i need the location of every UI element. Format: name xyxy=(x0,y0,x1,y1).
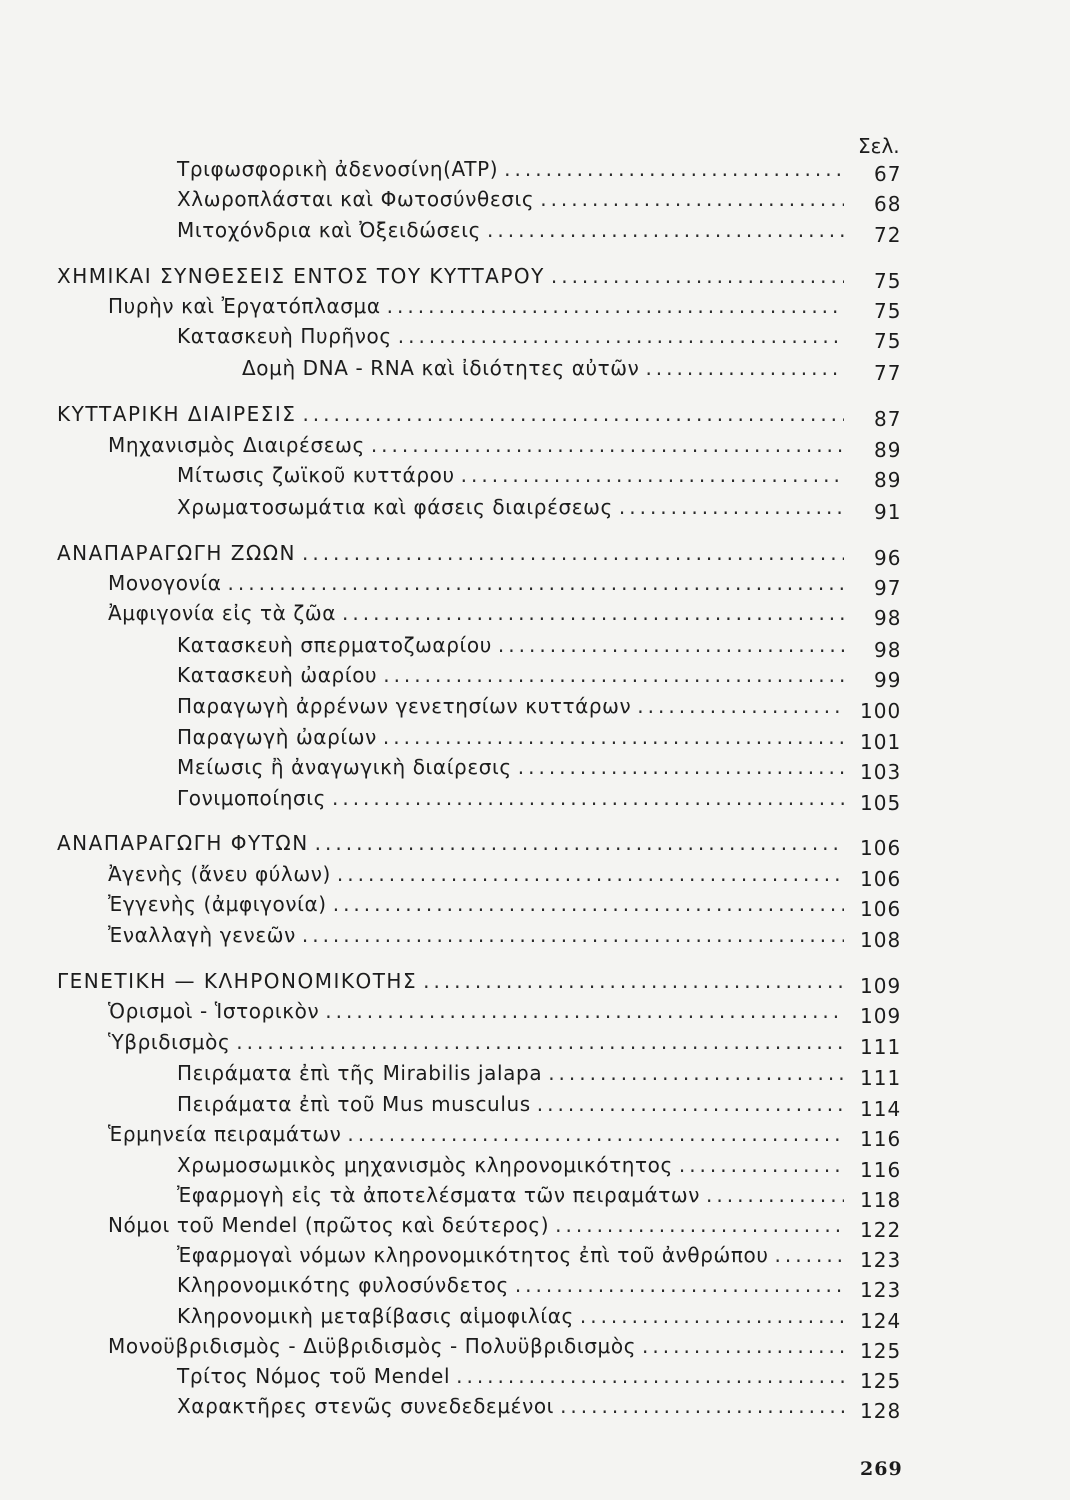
toc-entry xyxy=(108,433,850,459)
toc-entry-page: 75 xyxy=(874,269,902,293)
toc-entry-title: Τριφωσφορικὴ ἀδενοσίνη(ATP) xyxy=(177,157,499,181)
toc-entry-title: Κληρονομικὴ μεταβίβασις αἱμοφιλίας xyxy=(177,1304,574,1328)
toc-entry-title: Μηχανισμὸς Διαιρέσεως xyxy=(108,433,365,457)
toc-entry-title: Χρωματοσωμάτια καὶ φάσεις διαιρέσεως xyxy=(177,495,613,519)
toc-entry-page: 116 xyxy=(860,1158,902,1182)
dot-leader xyxy=(347,1122,844,1146)
toc-entry xyxy=(177,1061,850,1087)
toc-entry-page: 114 xyxy=(860,1097,902,1121)
dot-leader xyxy=(560,1394,844,1418)
toc-entry-page: 105 xyxy=(860,791,902,815)
toc-entry-page: 72 xyxy=(874,223,902,247)
toc-entry-title: Ἐναλλαγὴ γενεῶν xyxy=(108,923,296,947)
dot-leader xyxy=(637,694,844,718)
dot-leader xyxy=(537,1092,844,1116)
toc-entry-title: Μονογονία xyxy=(108,571,222,595)
dot-leader xyxy=(706,1183,844,1207)
toc-entry xyxy=(177,663,850,689)
dot-leader xyxy=(333,892,844,916)
dot-leader xyxy=(580,1304,844,1328)
dot-leader xyxy=(302,402,844,426)
toc-entry xyxy=(57,264,850,290)
toc-entry xyxy=(177,1364,850,1390)
toc-entry xyxy=(108,1334,850,1360)
toc-entry xyxy=(242,356,850,382)
toc-entry-title: Μονοϋβριδισμὸς - Διϋβριδισμὸς - Πολυϋβριδισμὸς xyxy=(108,1334,637,1358)
toc-entry-title: Ἀγενὴς (ἄνευ φύλων) xyxy=(108,862,331,886)
toc-entry xyxy=(57,969,850,995)
dot-leader xyxy=(518,755,844,779)
toc-entry xyxy=(177,495,850,521)
toc-entry xyxy=(108,1213,850,1239)
page-number: 269 xyxy=(860,1458,903,1480)
toc-entry-page: 91 xyxy=(874,500,902,524)
toc-entry xyxy=(177,694,850,720)
dot-leader xyxy=(504,157,844,181)
toc-entry-page: 98 xyxy=(874,638,902,662)
toc-entry-page: 96 xyxy=(874,546,902,570)
dot-leader xyxy=(548,1061,844,1085)
toc-entry-title: Ἑρμηνεία πειραμάτων xyxy=(108,1122,342,1146)
toc-entry-page: 87 xyxy=(874,407,902,431)
toc-entry xyxy=(108,601,850,627)
toc-entry-title: Νόμοι τοῦ Mendel (πρῶτος καὶ δεύτερος) xyxy=(108,1213,550,1237)
toc-entry-title: Πειράματα ἐπὶ τῆς Mirabilis jalapa xyxy=(177,1061,543,1085)
toc-entry-title: Ὁρισμοὶ - Ἱστορικὸν xyxy=(108,999,320,1023)
toc-entry-title: Χρωμοσωμικὸς μηχανισμὸς κληρονομικότητος xyxy=(177,1153,673,1177)
toc-entry xyxy=(108,999,850,1025)
toc-entry xyxy=(177,633,850,659)
toc-entry-title: ΚΥΤΤΑΡΙΚΗ ΔΙΑΙΡΕΣΙΣ xyxy=(57,402,297,426)
dot-leader xyxy=(383,725,844,749)
toc-entry xyxy=(177,463,850,489)
toc-entry-page: 124 xyxy=(860,1309,902,1333)
dot-leader xyxy=(332,786,844,810)
dot-leader xyxy=(302,923,844,947)
toc-entry xyxy=(177,1273,850,1299)
toc-entry-page: 89 xyxy=(874,438,902,462)
toc-entry-title: ΑΝΑΠΑΡΑΓΩΓΗ ΖΩΩΝ xyxy=(57,541,296,565)
dot-leader xyxy=(342,601,844,625)
toc-entry xyxy=(177,1153,850,1179)
toc-entry-title: Μιτοχόνδρια καὶ Ὀξειδώσεις xyxy=(177,218,481,242)
toc-entry-page: 122 xyxy=(860,1218,902,1242)
toc-entry-page: 125 xyxy=(860,1369,902,1393)
toc-entry-title: Ἐφαρμογαὶ νόμων κληρονομικότητος ἐπὶ τοῦ ἀνθρώπου xyxy=(177,1243,769,1267)
toc-entry-title: Ἀμφιγονία εἰς τὰ ζῶα xyxy=(108,601,336,625)
toc-entry-title: Κατασκευὴ σπερματοζωαρίου xyxy=(177,633,492,657)
toc-entry xyxy=(57,541,850,567)
toc-entry xyxy=(108,892,850,918)
toc-entry-title: Μίτωσις ζωϊκοῦ κυττάρου xyxy=(177,463,455,487)
toc-entry-page: 97 xyxy=(874,576,902,600)
dot-leader xyxy=(302,541,844,565)
toc-entry-page: 123 xyxy=(860,1278,902,1302)
toc-entry-title: ΑΝΑΠΑΡΑΓΩΓΗ ΦΥΤΩΝ xyxy=(57,831,309,855)
toc-entry-page: 75 xyxy=(874,329,902,353)
dot-leader xyxy=(325,999,844,1023)
toc-entry-title: Πυρὴν καὶ Ἐργατόπλασμα xyxy=(108,294,381,318)
toc-entry-page: 100 xyxy=(860,699,902,723)
dot-leader xyxy=(371,433,844,457)
toc-entry-page: 108 xyxy=(860,928,902,952)
toc-entry-page: 106 xyxy=(860,836,902,860)
toc-entry xyxy=(177,324,850,350)
toc-entry-page: 118 xyxy=(860,1188,902,1212)
toc-entry-title: Δομὴ DNA - RNA καὶ ἰδιότητες αὐτῶν xyxy=(242,356,640,380)
toc-entry xyxy=(177,187,850,213)
toc-entry-page: 75 xyxy=(874,299,902,323)
dot-leader xyxy=(515,1273,844,1297)
dot-leader xyxy=(461,463,844,487)
dot-leader xyxy=(540,187,844,211)
toc-entry xyxy=(108,294,850,320)
toc-entry-title: ΓΕΝΕΤΙΚΗ — ΚΛΗΡΟΝΟΜΙΚΟΤΗΣ xyxy=(57,969,418,993)
toc-entry-page: 116 xyxy=(860,1127,902,1151)
toc-entry-title: Ἐγγενὴς (ἀμφιγονία) xyxy=(108,892,327,916)
toc-entry-page: 125 xyxy=(860,1339,902,1363)
toc-entry-title: Μείωσις ἢ ἀναγωγικὴ διαίρεσις xyxy=(177,755,512,779)
toc-entry-title: Τρίτος Νόμος τοῦ Mendel xyxy=(177,1364,451,1388)
dot-leader xyxy=(398,324,844,348)
dot-leader xyxy=(423,969,844,993)
toc-entry-page: 67 xyxy=(874,162,902,186)
toc-entry-page: 68 xyxy=(874,192,902,216)
dot-leader xyxy=(775,1243,844,1267)
toc-entry-title: Παραγωγὴ ὠαρίων xyxy=(177,725,377,749)
toc-entry xyxy=(177,1092,850,1118)
toc-entry-title: Ὑβριδισμὸς xyxy=(108,1030,231,1054)
toc-entry xyxy=(57,402,850,428)
dot-leader xyxy=(383,663,844,687)
toc-entry xyxy=(108,923,850,949)
dot-leader xyxy=(642,1334,844,1358)
toc-entry-title: Χλωροπλάσται καὶ Φωτοσύνθεσις xyxy=(177,187,535,211)
toc-entry xyxy=(177,755,850,781)
toc-entry xyxy=(177,725,850,751)
dot-leader xyxy=(487,218,844,242)
toc-entry xyxy=(108,1122,850,1148)
toc-entry-title: Πειράματα ἐπὶ τοῦ Mus musculus xyxy=(177,1092,531,1116)
toc-entry xyxy=(57,831,850,857)
toc-entry xyxy=(108,862,850,888)
dot-leader xyxy=(645,356,844,380)
dot-leader xyxy=(236,1030,844,1054)
toc-entry xyxy=(177,1243,850,1269)
toc-entry-page: 101 xyxy=(860,730,902,754)
toc-entry-page: 128 xyxy=(860,1399,902,1423)
toc-entry xyxy=(177,786,850,812)
dot-leader xyxy=(551,264,844,288)
toc-entry-page: 109 xyxy=(860,1004,902,1028)
dot-leader xyxy=(498,633,844,657)
dot-leader xyxy=(456,1364,844,1388)
toc-entry-page: 77 xyxy=(874,361,902,385)
page-column-label: Σελ. xyxy=(858,134,900,158)
toc-entry xyxy=(177,1394,850,1420)
toc-entry-page: 111 xyxy=(860,1035,902,1059)
toc-entry-page: 99 xyxy=(874,668,902,692)
toc-entry xyxy=(177,157,850,183)
toc-entry xyxy=(108,1030,850,1056)
toc-entry-title: Κατασκευὴ Πυρῆνος xyxy=(177,324,392,348)
toc-entry xyxy=(108,571,850,597)
dot-leader xyxy=(337,862,844,886)
dot-leader xyxy=(228,571,845,595)
dot-leader xyxy=(619,495,844,519)
toc-entry-page: 98 xyxy=(874,606,902,630)
toc-entry-page: 111 xyxy=(860,1066,902,1090)
toc-entry-page: 123 xyxy=(860,1248,902,1272)
toc-entry-page: 89 xyxy=(874,468,902,492)
toc-entry xyxy=(177,1304,850,1330)
toc-entry-title: Κατασκευὴ ὠαρίου xyxy=(177,663,378,687)
toc-entry-title: Παραγωγὴ ἀρρένων γενετησίων κυττάρων xyxy=(177,694,632,718)
toc-entry-page: 103 xyxy=(860,760,902,784)
toc-entry-title: Χαρακτῆρες στενῶς συνεδεδεμένοι xyxy=(177,1394,555,1418)
toc-entry-page: 106 xyxy=(860,897,902,921)
toc-entry-title: ΧΗΜΙΚΑΙ ΣΥΝΘΕΣΕΙΣ ΕΝΤΟΣ ΤΟΥ ΚΥΤΤΑΡΟΥ xyxy=(57,264,545,288)
dot-leader xyxy=(315,831,844,855)
toc-entry-title: Γονιμοποίησις xyxy=(177,786,326,810)
toc-entry-title: Κληρονομικότης φυλοσύνδετος xyxy=(177,1273,509,1297)
toc-entry xyxy=(177,218,850,244)
dot-leader xyxy=(555,1213,844,1237)
toc-entry-page: 106 xyxy=(860,867,902,891)
dot-leader xyxy=(387,294,844,318)
dot-leader xyxy=(679,1153,844,1177)
toc-entry xyxy=(177,1183,850,1209)
toc-entry-title: Ἐφαρμογὴ εἰς τὰ ἀποτελέσματα τῶν πειραμάτων xyxy=(177,1183,700,1207)
toc-entry-page: 109 xyxy=(860,974,902,998)
